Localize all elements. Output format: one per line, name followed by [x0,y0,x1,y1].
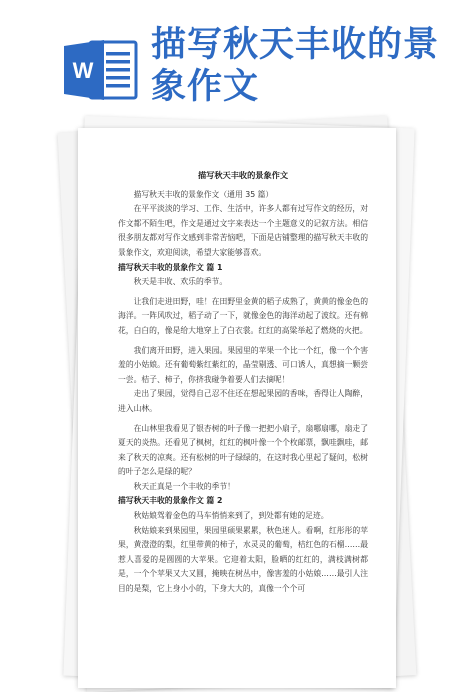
page-title-line-1: 描写秋天丰收的景 [151,25,440,65]
svg-text:W: W [72,58,94,83]
paragraph: 秋姑娘来到果园里，果园里硕果累累，秋色迷人。看啊，红彤彤的苹果，黄澄澄的梨，红里带黄的柿子，水灵灵的葡萄，桔红色的石榴……最惹人喜爱的是圆圆的大苹果。它迎着太阳，脸晒的红红的，满枝满树都是，一个个苹果又大又圆，掩映在树丛中，像害羞的小姑娘……最引人注目的是梨，它上身小小的，下身大大的，真像一个个可 [118,525,368,594]
document-body [118,168,368,597]
paragraph: 秋天正真是一个丰收的季节！ [133,481,235,491]
paragraph: 秋姑娘驾着金色的马车悄悄来到了，到处都有她的足迹。 [133,511,329,521]
word-document-icon [62,38,140,102]
header [0,0,474,120]
section-heading: 描写秋天丰收的景象作文 篇 2 [118,496,223,506]
page-title-line-2: 象作文 [151,67,260,107]
document-preview[interactable] [70,118,406,678]
intro-paragraph: 在平平淡淡的学习、工作、生活中，许多人都有过写作文的经历，对作文都不陌生吧，作文是通过文字来表达一个主题意义的记叙方法。相信很多朋友都对写作文感到非常苦恼吧，下面是店铺整理的描写秋天丰收的景象作文，欢迎阅读，希望大家能够喜欢。 [118,204,368,257]
page-title [151,24,451,108]
document-page [78,128,396,688]
paragraph: 我们离开田野，进入果园。果园里的苹果一个比一个红，像一个个害羞的小姑娘。还有葡萄紫红紫红的，晶莹剔透、可口诱人，真想摘一颗尝一尝。桔子、柿子，你挤我碰争着要人们去摘呢！ [118,345,368,384]
paragraph: 让我们走进田野，哇！在田野里金黄的稻子成熟了，黄黄的像金色的海洋。一阵风吹过，稻子动了一下，就像金色的海洋动起了波纹。还有棉花，白白的，像是给大地穿上了白衣裳。红红的高粱举起了燃烧的火把。 [118,296,368,335]
paragraph: 在山林里我看见了银杏树的叶子像一把把小扇子，扇哪扇哪，扇走了夏天的炎热。还看见了枫树，红红的枫叶像一个个枚邮票，飘哇飘哇，邮来了秋天的凉爽。还有松树的叶子绿绿的，在这时我心里起了疑问，松树的叶子怎么是绿的呢？ [118,423,368,477]
paragraph: 秋天是丰收、欢乐的季节。 [133,277,228,287]
document-subtitle: 描写秋天丰收的景象作文（通用 35 篇） [133,189,274,199]
document-title: 描写秋天丰收的景象作文 [197,170,289,180]
section-heading: 描写秋天丰收的景象作文 篇 1 [118,262,223,272]
paragraph: 走出了果园，觉得自己忍不住还在想起果园的香味，香得让人陶醉，进入山林。 [118,389,368,413]
